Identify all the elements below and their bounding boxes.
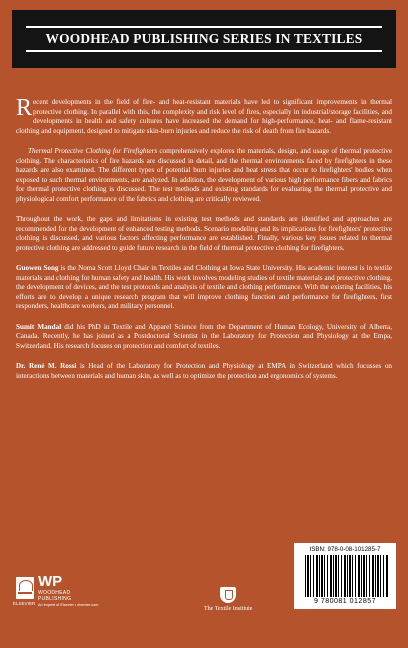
publisher-name-line1: WOODHEAD [38, 590, 71, 596]
author-bio-rossi [16, 362, 392, 381]
author-name-mandal: Sumit Mandal [16, 322, 62, 331]
elsevier-tree-icon [16, 577, 34, 599]
barcode-icon [305, 555, 389, 597]
book-title: Thermal Protective Clothing for Firefighters [28, 146, 158, 155]
publisher-name [38, 590, 71, 602]
author-bio-mandal-text: did his PhD in Textile and Apparel Science from the Department of Human Ecology, University of Alberta, Canada. Recently, he has joined as a Postdoctoral Scientist in the Laboratory for Protection and Physiology at the Empa, Switzerland. His research focuses on protection and comfort of textiles. [16, 322, 392, 350]
isbn-label: ISBN: 978-0-08-101285-7 [309, 546, 381, 553]
barcode-digits: 9 780081 012857 [314, 598, 376, 605]
imprint-line: An imprint of Elsevier • elsevier.com [38, 603, 99, 607]
series-title: WOODHEAD PUBLISHING SERIES IN TEXTILES [45, 31, 363, 46]
scope-paragraph [16, 215, 392, 253]
textile-institute-name: The Textile Institute [204, 606, 253, 612]
author-bio-rossi-text: is Head of the Laboratory for Protection and Physiology at EMPA in Switzerland which focusses on interactions between materials and human skin, as well as to optimize the protection and ergonomics of systems. [16, 362, 392, 380]
summary-paragraph [16, 147, 392, 205]
author-bio-mandal [16, 323, 392, 352]
publisher-name-line2: PUBLISHING [38, 596, 72, 602]
wp-logo-mark: WP [38, 573, 63, 590]
scope-text: Throughout the work, the gaps and limitations in existing test methods and standards are identified and approaches are recommended for the development of enhanced testing methods. Scenario modeling and its implications for firefighters' protective clothing is discussed, and various factors affecting performance are established. Finally, various key issues related to thermal protective clothing are addressed to guide future research in the field of thermal protective clothing for firefighters. [16, 215, 392, 252]
series-banner-frame [26, 26, 382, 52]
summary-text: comprehensively explores the materials, design, and usage of thermal protective clothing. The characteristics of fire hazards are discussed in detail, and the thermal environments faced by firefighters in these hazards are also examined. The different types of potential burn injuries and heat stress that occur to firefighters' bodies when exposed to such thermal environments, are analyzed. In addition, the development of various high performance fibers and fabrics for thermal protective clothing is discussed. The test methods and existing standards for evaluating the thermal protective and physiological comfort performance of the fabrics and clothing are critically reviewed. [16, 146, 393, 203]
drop-cap: R [16, 95, 33, 121]
intro-paragraph [16, 95, 392, 136]
textile-institute-crest-icon [220, 587, 236, 603]
author-bio-song [16, 264, 392, 312]
elsevier-label: ELSEVIER [13, 601, 36, 606]
author-name-rossi: Dr. René M. Rossi [16, 362, 77, 371]
author-name-song: Guowen Song [16, 264, 59, 273]
intro-text: ecent developments in the field of fire- and heat-resistant materials have led to significant improvements in thermal protective clothing. In parallel with this, the complexity and risk level of fires, especially in industrial/storage facilities, and developments in health and safety cultures have increased the demand for high-performance, heat- and flame-resistant clothing and equipment, designed to mitigate skin-burn injuries and reduce the risk of death from fire hazards. [16, 98, 392, 135]
author-bio-song-text: is the Noma Scott Lloyd Chair in Textiles and Clothing at Iowa State University. His academic interest is in textile materials and clothing for human safety and health. His work involves modeling studies of textile materials and protective clothing, the development of devices, and the test protocols and analysis of textile and clothing performance. With the existing facilities, his efforts are to develop a unique research program that will improve clothing function and performance for firefighters, first responders, healthcare workers, and military personnel. [16, 264, 393, 311]
cover-footer [0, 546, 408, 648]
series-banner [12, 10, 396, 68]
back-cover-text [16, 95, 393, 392]
barcode-box [294, 543, 396, 609]
